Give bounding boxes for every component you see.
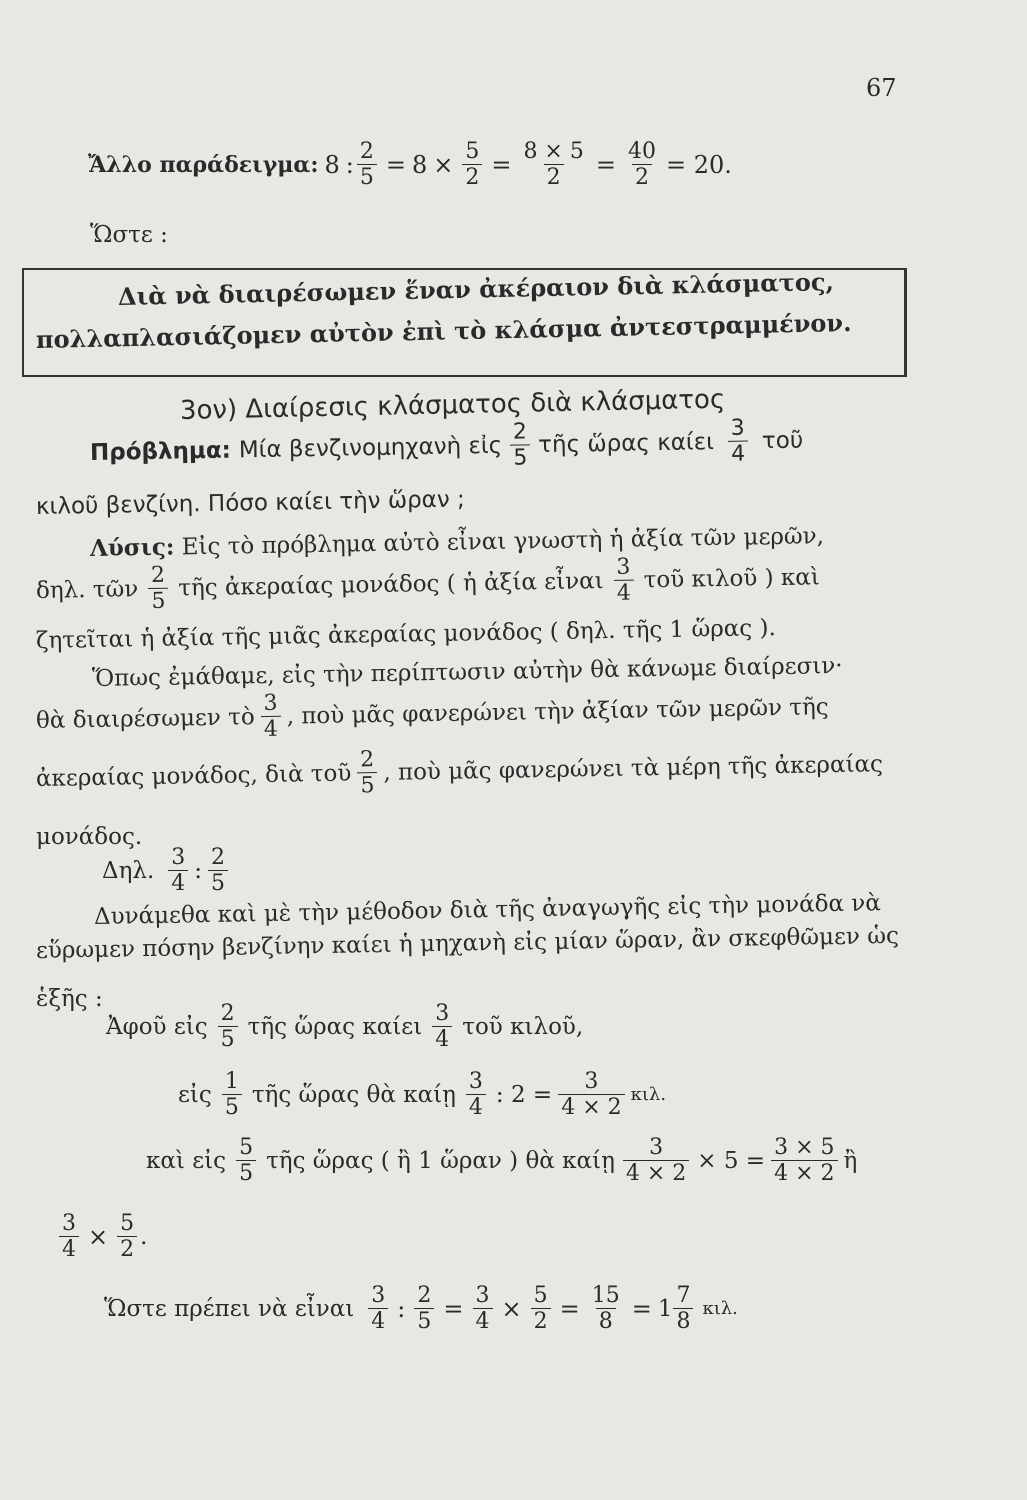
solution-label: Λύσις:	[89, 533, 175, 562]
fraction: $\frac{3}{4}$	[260, 692, 281, 742]
problem-line-1: Πρόβλημα: Μία βενζινομηχανὴ εἰς $\frac{2}{5}$ τῆς ὥρας καίει $\frac{3}{4}$ τοῦ	[89, 415, 804, 471]
rule-line-1: Διὰ νὰ διαιρέσωμεν ἕναν ἀκέραιον διὰ κλάσματος,	[117, 267, 835, 311]
fraction: $\frac{15}{8}$	[591, 1283, 620, 1335]
method-row-2: εἰς $\frac{1}{5}$ τῆς ὥρας θὰ καίῃ $\frac{3}{4}$ : 2 = $\frac{3}{4 \times 2}$ κιλ.	[178, 1069, 667, 1121]
fraction: $\frac{5}{5}$	[236, 1136, 256, 1185]
method-line-3: ἑξῆς :	[36, 986, 103, 1012]
page-number: 67	[866, 74, 897, 102]
fraction: $\frac{5}{2}$	[531, 1284, 551, 1333]
fraction: $\frac{3}{4}$	[473, 1284, 493, 1333]
fraction: $\frac{3}{4}$	[613, 556, 634, 606]
solution-line-4: Ὅπως ἐμάθαμε, εἰς τὴν περίπτωσιν αὐτὴν θὰ κάνωμε διαίρεσιν·	[91, 652, 843, 692]
fraction: $\frac{7}{8}$	[673, 1284, 693, 1333]
solution-line-5: θὰ διαιρέσωμεν τὸ $\frac{3}{4}$ , ποὺ μᾶς φανερώνει τὴν ἀξίαν τῶν μερῶν τῆς	[35, 690, 829, 743]
solution-line-2: δηλ. τῶν $\frac{2}{5}$ τῆς ἀκεραίας μονάδος ( ἡ ἀξία εἶναι $\frac{3}{4}$ τοῦ κιλοῦ ) καὶ	[35, 554, 821, 615]
fraction: $\frac{2}{5}$	[357, 140, 377, 189]
fraction: $\frac{5}{2}$	[462, 140, 482, 189]
fraction: $\frac{3}{4}$	[432, 1002, 452, 1051]
rule-line-2: πολλαπλασιάζομεν αὐτὸν ἐπὶ τὸ κλάσμα ἀντεστραμμένον.	[35, 307, 852, 354]
fraction: $\frac{3}{4 \times 2}$	[558, 1070, 624, 1119]
section-heading: 3ον) Διαίρεσις κλάσματος διὰ κλάσματος	[179, 384, 726, 426]
method-line-1: Δυνάμεθα καὶ μὲ τὴν μέθοδον διὰ τῆς ἀναγωγῆς εἰς τὴν μονάδα νὰ	[93, 890, 882, 930]
fraction: $\frac{8 \times 5}{2}$	[523, 139, 584, 191]
fraction: $\frac{40}{2}$	[627, 139, 656, 191]
fraction: $\frac{1}{5}$	[222, 1070, 242, 1119]
fraction: $\frac{3}{4}$	[59, 1212, 79, 1261]
fraction: $\frac{2}{5}$	[357, 748, 378, 798]
problem-label: Πρόβλημα:	[89, 437, 232, 466]
example-label: Ἄλλο παράδειγμα:	[88, 151, 319, 178]
fraction: $\frac{2}{5}$	[208, 846, 228, 895]
method-line-2: εὕρωμεν πόσην βενζίνην καίει ἡ μηχανὴ εἰς μίαν ὥραν, ἂν σκεφθῶμεν ὡς	[35, 922, 900, 964]
problem-line-2: κιλοῦ βενζίνη. Πόσο καίει τὴν ὥραν ;	[35, 486, 465, 520]
example-result: = 20.	[665, 150, 732, 179]
hoste-label: Ὥστε :	[90, 222, 168, 248]
fraction: $\frac{2}{5}$	[218, 1002, 238, 1051]
fraction: $\frac{3}{4 \times 2}$	[623, 1136, 689, 1185]
fraction: $\frac{3}{4}$	[168, 846, 188, 895]
solution-line-7: μονάδος.	[36, 824, 143, 850]
method-row-4: $\frac{3}{4}$ × $\frac{5}{2}$ .	[56, 1212, 147, 1261]
conclusion-line: Ὥστε πρέπει νὰ εἶναι $\frac{3}{4}$ : $\frac{2}{5}$ = $\frac{3}{4}$ × $\frac{5}{2}$ = $\frac{15}{8}$ = 1 $\frac{7}{8}$ κιλ.	[104, 1283, 738, 1335]
solution-line-3: ζητεῖται ἡ ἀξία τῆς μιᾶς ἀκεραίας μονάδος ( δηλ. τῆς 1 ὥρας ).	[35, 615, 776, 654]
method-row-1: Ἀφοῦ εἰς $\frac{2}{5}$ τῆς ὥρας καίει $\frac{3}{4}$ τοῦ κιλοῦ,	[106, 1001, 584, 1053]
fraction: $\frac{2}{5}$	[414, 1284, 434, 1333]
fraction: $\frac{2}{5}$	[510, 420, 531, 470]
fraction: $\frac{2}{5}$	[148, 564, 169, 614]
solution-line-1: Λύσις: Εἰς τὸ πρόβλημα αὐτὸ εἶναι γνωστὴ ἡ ἀξία τῶν μερῶν,	[89, 523, 825, 562]
example-line: Ἄλλο παράδειγμα: 8 : $\frac{2}{5}$ = 8 × $\frac{5}{2}$ = $\frac{8 \times 5}{2}$ = $\frac{40}{2}$ = 20.	[88, 139, 732, 191]
solution-line-8: Δηλ. $\frac{3}{4}$ : $\frac{2}{5}$	[102, 846, 234, 895]
fraction: $\frac{3 \times 5}{4 \times 2}$	[771, 1136, 837, 1185]
fraction: $\frac{5}{2}$	[117, 1212, 137, 1261]
method-row-3: καὶ εἰς $\frac{5}{5}$ τῆς ὥρας ( ἢ 1 ὥραν ) θὰ καίῃ $\frac{3}{4 \times 2}$ × 5 = $\frac{3 \times 5}{4 \times 2}$ ἢ	[146, 1135, 858, 1187]
solution-line-6: ἀκεραίας μονάδος, διὰ τοῦ $\frac{2}{5}$ , ποὺ μᾶς φανερώνει τὰ μέρη τῆς ἀκεραίας	[35, 747, 884, 799]
fraction: $\frac{3}{4}$	[368, 1284, 388, 1333]
fraction: $\frac{3}{4}$	[727, 417, 748, 467]
fraction: $\frac{3}{4}$	[466, 1070, 486, 1119]
